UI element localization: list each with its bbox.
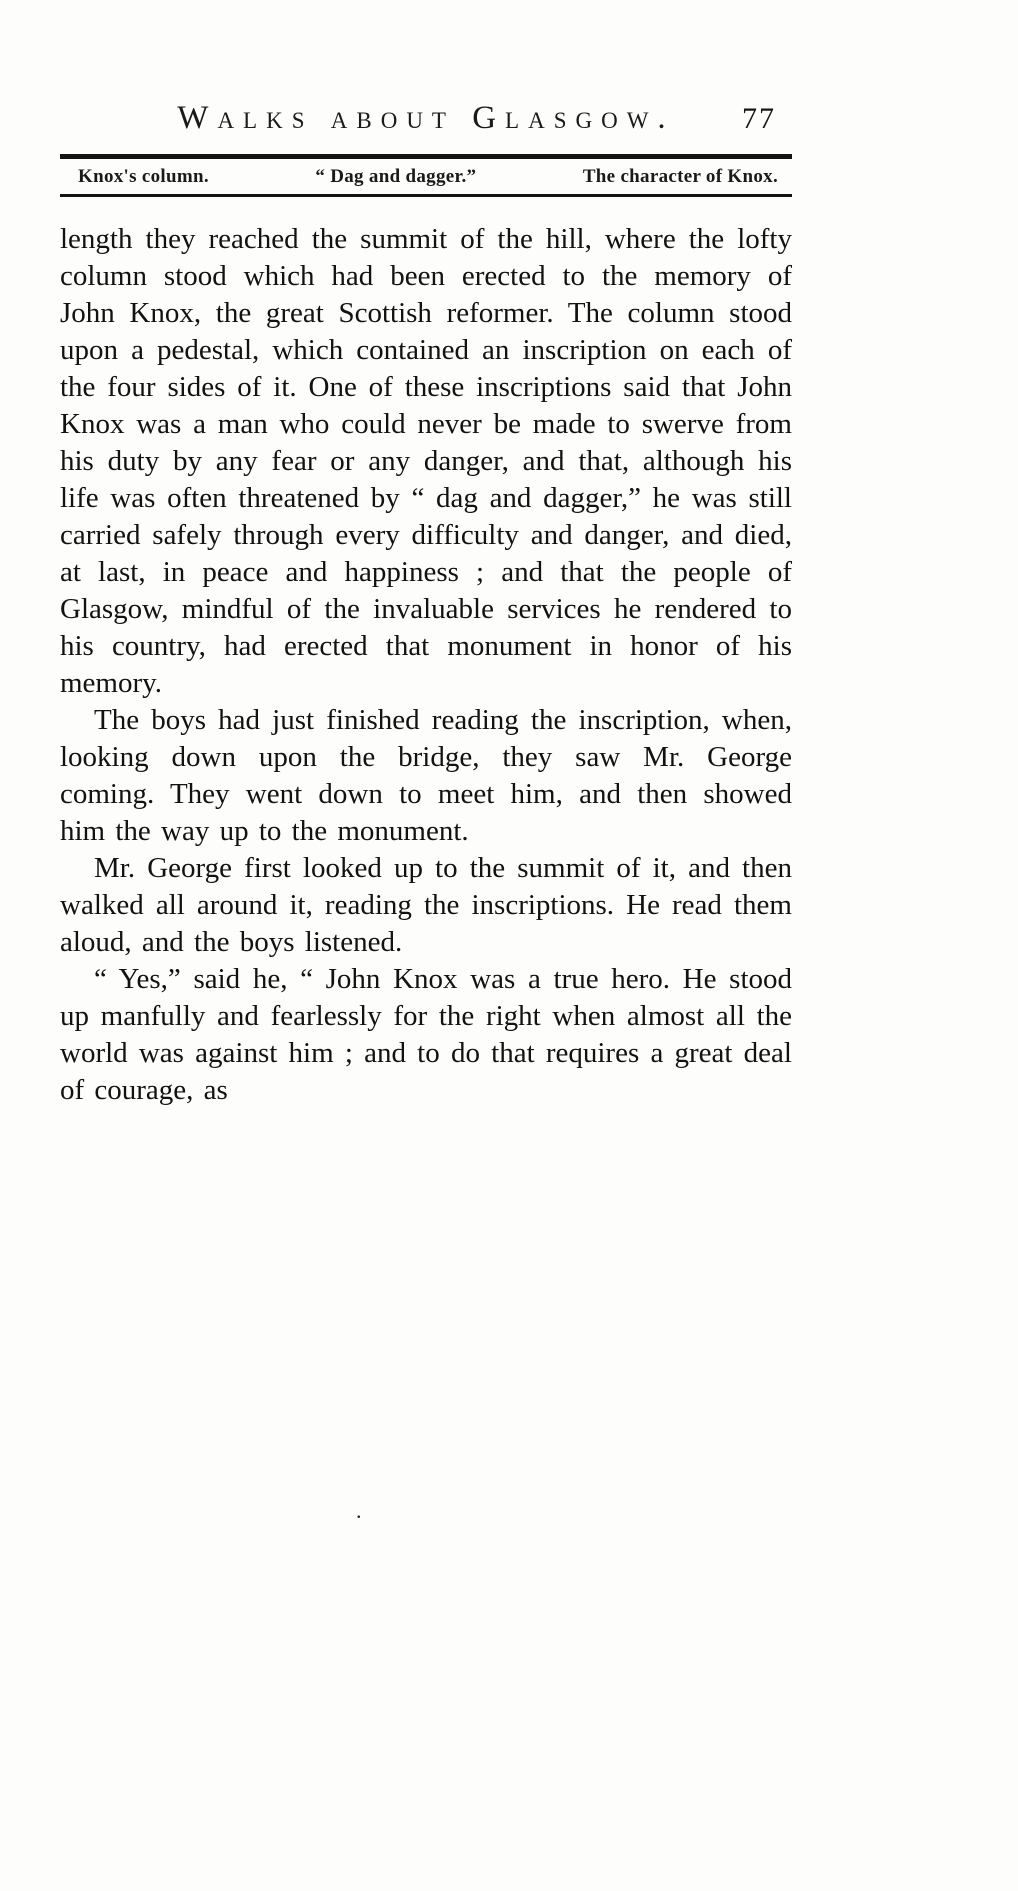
page-content [60,100,792,1109]
running-head-center: “ Dag and dagger.” [315,166,477,187]
paragraph: Mr. George first looked up to the summit of it, and then walked all around it, reading the inscriptions. He read them aloud, and the boys listened. [60,852,792,958]
page-header [60,100,792,146]
page-title: Walks about Glasgow. [177,100,675,136]
paragraph: length they reached the summit of the hill, where the lofty column stood which had been erected to the memory of John Knox, the great Scottish reformer. The column stood upon a pedestal, which contained an inscription on each of the four sides of it. One of these inscriptions said that John Knox was a man who could never be made to swerve from his duty by any fear or any danger, and that, although his life was often threatened by “ dag and dagger,” he was still carried safely through every difficulty and danger, and died, at last, in peace and happiness ; and that the people of Glasgow, mindful of the invaluable services he rendered to his country, had erected that monument in honor of his memory. [60,223,792,699]
running-head-left: Knox's column. [78,166,209,187]
running-heads [60,159,792,194]
body-text [60,221,792,1109]
running-heads-rule [60,194,792,197]
running-head-right: The character of Knox. [582,166,778,187]
paragraph: The boys had just finished reading the inscription, when, looking down upon the bridge, they saw Mr. George coming. They went down to meet him, and then showed him the way up to the monument. [60,704,792,847]
paragraph: “ Yes,” said he, “ John Knox was a true hero. He stood up manfully and fearlessly for the right when almost all the world was against him ; and to do that requires a great deal of courage, as [60,963,792,1106]
page-number: 77 [742,102,776,135]
footer-mark: . [356,1498,362,1523]
